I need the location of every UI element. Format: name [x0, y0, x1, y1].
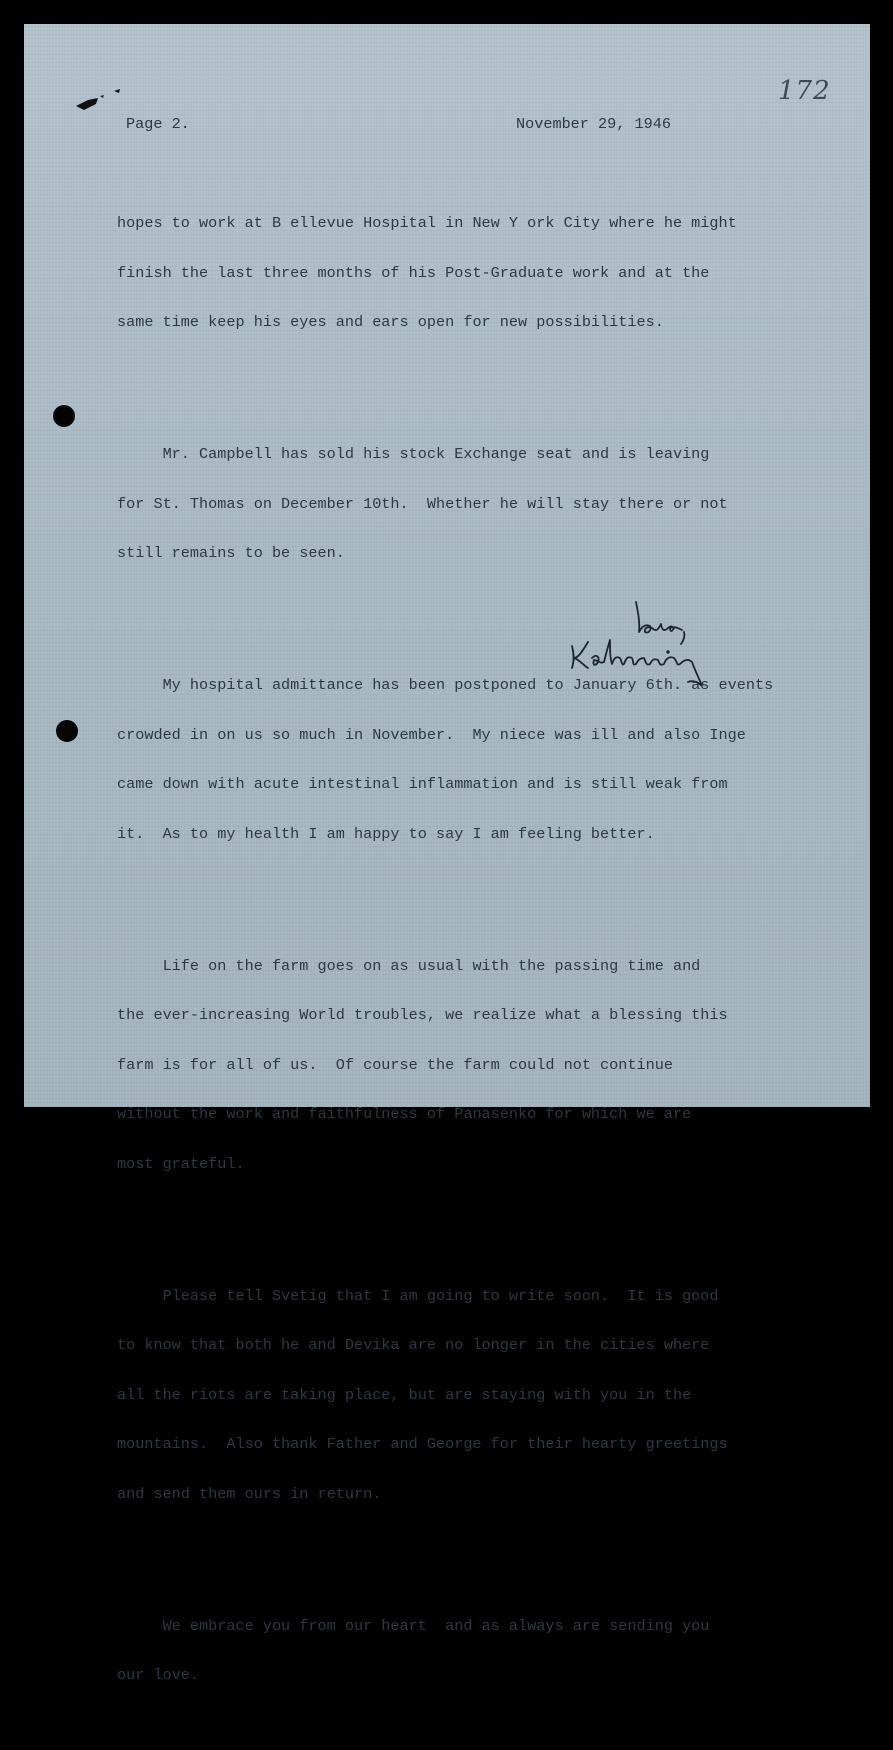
text-line: My hospital admittance has been postponed to January 6th. as events [117, 676, 774, 694]
text-line: still remains to be seen. [117, 544, 345, 562]
handwritten-signature [566, 596, 716, 697]
text-line: Mr. Campbell has sold his stock Exchange seat and is leaving [117, 445, 710, 463]
paragraph [117, 182, 773, 364]
punch-hole-top [53, 405, 75, 427]
text-line: mountains. Also thank Father and George for their hearty greetings [117, 1435, 728, 1453]
text-line: Please tell Svetig that I am going to write soon. It is good [117, 1286, 719, 1305]
paragraph [117, 413, 773, 595]
letter-date: November 29, 1946 [516, 115, 671, 133]
text-line: most grateful. [117, 1154, 245, 1173]
text-line: finish the last three months of his Post-Graduate work and at the [117, 263, 710, 282]
text-line: crowded in on us so much in November. My niece was ill and also Inge [117, 725, 746, 744]
text-line: the ever-increasing World troubles, we realize what a blessing this [117, 1006, 728, 1024]
text-line: farm is for all of us. Of course the farm could not continue [117, 1055, 673, 1074]
text-line: our love. [117, 1666, 200, 1684]
paragraph [117, 1585, 773, 1717]
text-line: and send them ours in return. [117, 1484, 382, 1503]
page-label: Page 2. [126, 115, 190, 133]
text-line: came down with acute intestinal inflammation and is still weak from [117, 775, 728, 793]
text-line: without the work and faithfulness of Panasenko for which we are [117, 1105, 692, 1123]
text-line: Life on the farm goes on as usual with the passing time and [117, 956, 701, 975]
punch-hole-bottom [56, 720, 78, 742]
letter-body [117, 149, 773, 1750]
text-line: hopes to work at B ellevue Hospital in New Y ork City where he might [117, 214, 737, 232]
text-line: to know that both he and Devika are no longer in the cities where [117, 1336, 710, 1354]
paragraph [117, 925, 773, 1206]
ink-smudge [74, 88, 126, 119]
text-line: all the riots are taking place, but are staying with you in the [117, 1385, 692, 1404]
paragraph [117, 1255, 773, 1536]
text-line: same time keep his eyes and ears open for new possibilities. [117, 313, 664, 331]
text-line: for St. Thomas on December 10th. Whether he will stay there or not [117, 494, 728, 513]
text-line: it. As to my health I am happy to say I am feeling better. [117, 824, 655, 843]
folio-number: 172 [778, 76, 831, 106]
text-line: We embrace you from our heart and as always are sending you [117, 1616, 710, 1635]
